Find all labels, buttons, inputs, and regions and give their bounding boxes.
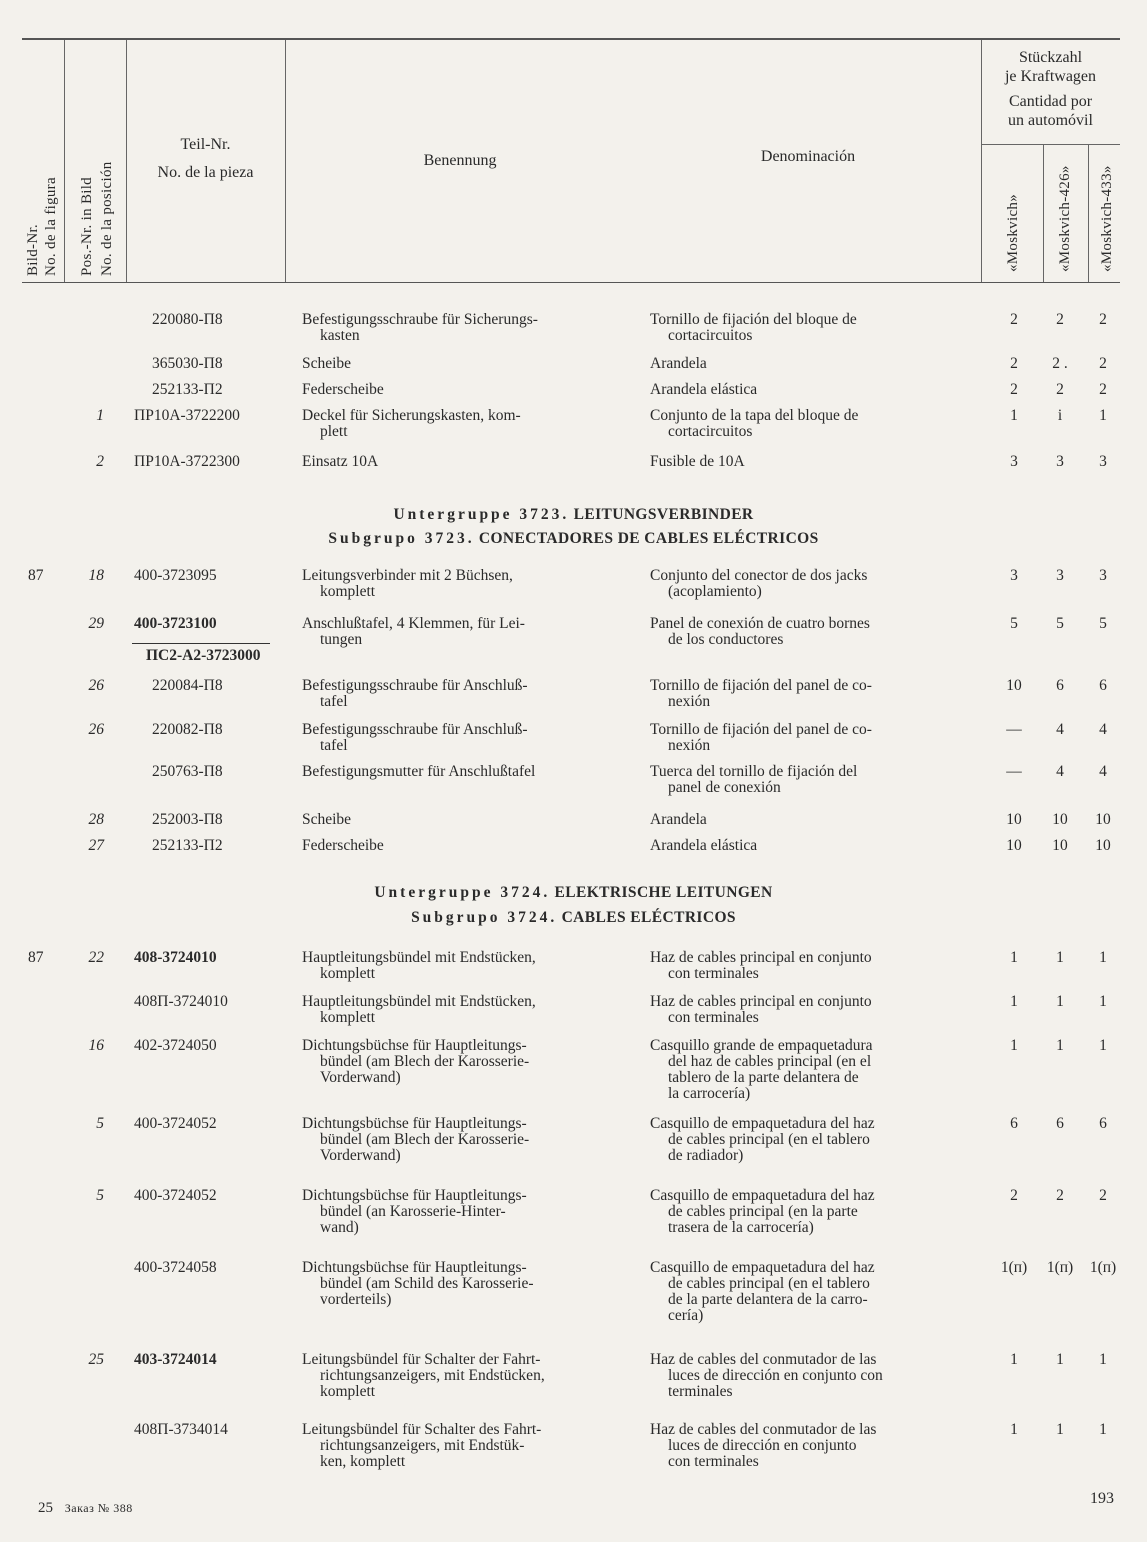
qty-433: 3 bbox=[1099, 567, 1107, 584]
denominacion: Tornillo de fijación del panel de co- nexión bbox=[650, 677, 872, 710]
denominacion: Haz de cables del conmutador de las luces de dirección en conjunto con terminales bbox=[650, 1421, 877, 1470]
position-number: 18 bbox=[88, 567, 104, 584]
qty-426: 1 bbox=[1056, 949, 1064, 966]
qty-433: 2 bbox=[1099, 381, 1107, 398]
header-benennung: Benennung bbox=[423, 152, 497, 169]
part-number: 400-3724052 bbox=[134, 1187, 217, 1204]
qty-moskvich: 2 bbox=[1010, 311, 1018, 328]
qty-moskvich: 10 bbox=[1006, 811, 1022, 828]
part-number: 408П-3724010 bbox=[134, 993, 228, 1010]
qty-433: 3 bbox=[1099, 453, 1107, 470]
part-number: 408П-3734014 bbox=[134, 1421, 228, 1438]
position-number: 16 bbox=[88, 1037, 104, 1054]
benennung: Hauptleitungsbündel mit Endstücken, komplett bbox=[302, 949, 536, 982]
position-number: 26 bbox=[88, 721, 104, 738]
denominacion: Tuerca del tornillo de fijación del panel de conexión bbox=[650, 763, 858, 796]
part-number-alt: ПС2-А2-3723000 bbox=[146, 647, 261, 664]
benennung: Befestigungsmutter für Anschlußtafel bbox=[302, 763, 536, 780]
qty-moskvich: — bbox=[1006, 721, 1022, 738]
benennung: Hauptleitungsbündel mit Endstücken, komplett bbox=[302, 993, 536, 1026]
benennung: Befestigungsschraube für Anschluß- tafel bbox=[302, 721, 528, 754]
denominacion: Panel de conexión de cuatro bornes de los conductores bbox=[650, 615, 870, 648]
qty-433: 1(п) bbox=[1089, 1259, 1117, 1276]
header-bild-es: No. de la figura bbox=[43, 177, 59, 276]
denominacion: Arandela bbox=[650, 811, 707, 828]
position-number: 1 bbox=[96, 407, 104, 424]
qty-433: 4 bbox=[1099, 763, 1107, 780]
qty-426: 1(п) bbox=[1046, 1259, 1074, 1276]
qty-moskvich: 10 bbox=[1006, 837, 1022, 854]
qty-moskvich: 1 bbox=[1010, 1351, 1018, 1368]
figure-number: 87 bbox=[28, 567, 44, 584]
position-number: 5 bbox=[96, 1115, 104, 1132]
part-number: 220084-П8 bbox=[152, 677, 223, 694]
header-teil-nr: Teil-Nr. bbox=[180, 136, 231, 153]
part-number: 408-3724010 bbox=[134, 949, 217, 966]
qty-426: 2 bbox=[1056, 1187, 1064, 1204]
part-number: 400-3724058 bbox=[134, 1259, 217, 1276]
qty-426: 6 bbox=[1056, 1115, 1064, 1132]
qty-426: 10 bbox=[1052, 837, 1068, 854]
qty-433: 2 bbox=[1099, 311, 1107, 328]
header-model-426: «Moskvich-426» bbox=[1057, 165, 1073, 272]
table-header bbox=[22, 38, 1120, 283]
qty-moskvich: 3 bbox=[1010, 567, 1018, 584]
benennung: Scheibe bbox=[302, 355, 352, 372]
position-number: 29 bbox=[88, 615, 104, 632]
header-cantidad: Cantidad por bbox=[1008, 93, 1093, 110]
part-number: 400-3723100 bbox=[134, 615, 217, 632]
col-divider bbox=[1043, 144, 1044, 282]
position-number: 5 bbox=[96, 1187, 104, 1204]
qty-433: 1 bbox=[1099, 993, 1107, 1010]
part-number: 403-3724014 bbox=[134, 1351, 217, 1368]
footer-signature: 25 Заказ № 388 bbox=[38, 1500, 133, 1516]
part-number: 252003-П8 bbox=[152, 811, 223, 828]
denominacion: Casquillo de empaquetadura del haz de cables principal (en el tablero de la parte delantera de la carro- cería) bbox=[650, 1259, 875, 1324]
qty-moskvich: 1 bbox=[1010, 407, 1018, 424]
qty-moskvich: 1 bbox=[1010, 1421, 1018, 1438]
section-heading-de: Untergruppe 3723. LEITUNGSVERBINDER bbox=[393, 506, 754, 523]
qty-426: 4 bbox=[1056, 763, 1064, 780]
qty-426: 1 bbox=[1056, 1037, 1064, 1054]
footer-order: Заказ № 388 bbox=[64, 1501, 133, 1515]
header-teil-es: No. de la pieza bbox=[157, 164, 254, 181]
qty-433: 2 bbox=[1099, 355, 1107, 372]
benennung: Deckel für Sicherungskasten, kom- plett bbox=[302, 407, 521, 440]
qty-433: 2 bbox=[1099, 1187, 1107, 1204]
section-heading-de: Untergruppe 3724. ELEKTRISCHE LEITUNGEN bbox=[374, 884, 773, 901]
section-heading-es: Subgrupo 3723. CONECTADORES DE CABLES ELÉCTRICOS bbox=[328, 530, 819, 547]
benennung: Leitungsbündel für Schalter des Fahrt- richtungsanzeigers, mit Endstük- ken, komplett bbox=[302, 1421, 542, 1470]
qty-433: 6 bbox=[1099, 677, 1107, 694]
col-divider bbox=[1088, 144, 1089, 282]
qty-433: 1 bbox=[1099, 407, 1107, 424]
part-underline bbox=[132, 643, 270, 644]
header-model-433: «Moskvich-433» bbox=[1099, 165, 1115, 272]
qty-moskvich: 10 bbox=[1006, 677, 1022, 694]
position-number: 22 bbox=[88, 949, 104, 966]
denominacion: Casquillo de empaquetadura del haz de cables principal (en el tablero de radiador) bbox=[650, 1115, 875, 1164]
qty-moskvich: 2 bbox=[1010, 1187, 1018, 1204]
qty-426: 10 bbox=[1052, 811, 1068, 828]
position-number: 25 bbox=[88, 1351, 104, 1368]
qty-426: 3 bbox=[1056, 453, 1064, 470]
denominacion: Haz de cables principal en conjunto con terminales bbox=[650, 993, 872, 1026]
benennung: Scheibe bbox=[302, 811, 352, 828]
qty-433: 6 bbox=[1099, 1115, 1107, 1132]
part-number: 365030-П8 bbox=[152, 355, 223, 372]
qty-433: 1 bbox=[1099, 1037, 1107, 1054]
qty-moskvich: 2 bbox=[1010, 355, 1018, 372]
part-number: ПР10А-3722300 bbox=[134, 453, 240, 470]
denominacion: Arandela bbox=[650, 355, 707, 372]
qty-moskvich: 1 bbox=[1010, 1037, 1018, 1054]
benennung: Dichtungsbüchse für Hauptleitungs- bündel (am Blech der Karosserie- Vorderwand) bbox=[302, 1115, 530, 1164]
col-divider bbox=[64, 40, 65, 282]
denominacion: Conjunto del conector de dos jacks (acoplamiento) bbox=[650, 567, 868, 600]
benennung: Befestigungsschraube für Sicherungs- kasten bbox=[302, 311, 538, 344]
header-automovil: un automóvil bbox=[1008, 112, 1093, 129]
qty-moskvich: 5 bbox=[1010, 615, 1018, 632]
figure-number: 87 bbox=[28, 949, 44, 966]
qty-moskvich: — bbox=[1006, 763, 1022, 780]
header-model-moskvich: «Moskvich» bbox=[1005, 194, 1021, 272]
benennung: Leitungsbündel für Schalter der Fahrt- richtungsanzeigers, mit Endstücken, komplett bbox=[302, 1351, 545, 1400]
qty-moskvich: 1 bbox=[1010, 993, 1018, 1010]
denominacion: Casquillo de empaquetadura del haz de cables principal (en la parte trasera de la carrocería) bbox=[650, 1187, 875, 1236]
qty-426: 5 bbox=[1056, 615, 1064, 632]
qty-433: 10 bbox=[1095, 811, 1111, 828]
qty-433: 1 bbox=[1099, 1351, 1107, 1368]
qty-divider bbox=[981, 144, 1120, 145]
header-stueckzahl: Stückzahl bbox=[1018, 49, 1083, 66]
denominacion: Conjunto de la tapa del bloque de cortacircuitos bbox=[650, 407, 859, 440]
benennung: Leitungsverbinder mit 2 Büchsen, komplett bbox=[302, 567, 513, 600]
part-number: 402-3724050 bbox=[134, 1037, 217, 1054]
header-denominacion: Denominación bbox=[760, 148, 856, 165]
benennung: Federscheibe bbox=[302, 381, 384, 398]
header-bild-nr: Bild-Nr. bbox=[25, 224, 41, 276]
part-number: ПР10А-3722200 bbox=[134, 407, 240, 424]
benennung: Befestigungsschraube für Anschluß- tafel bbox=[302, 677, 528, 710]
part-number: 220080-П8 bbox=[152, 311, 223, 328]
qty-moskvich: 2 bbox=[1010, 381, 1018, 398]
benennung: Dichtungsbüchse für Hauptleitungs- bündel (an Karosserie-Hinter- wand) bbox=[302, 1187, 527, 1236]
denominacion: Arandela elástica bbox=[650, 381, 758, 398]
part-number: 252133-П2 bbox=[152, 381, 223, 398]
header-pos-es: No. de la posición bbox=[99, 161, 115, 276]
denominacion: Haz de cables del conmutador de las luces de dirección en conjunto con terminales bbox=[650, 1351, 883, 1400]
qty-426: 2 . bbox=[1052, 355, 1068, 372]
denominacion: Fusible de 10A bbox=[650, 453, 745, 470]
qty-433: 1 bbox=[1099, 949, 1107, 966]
qty-426: 2 bbox=[1056, 311, 1064, 328]
qty-426: 6 bbox=[1056, 677, 1064, 694]
denominacion: Arandela elástica bbox=[650, 837, 758, 854]
qty-moskvich: 1 bbox=[1010, 949, 1018, 966]
part-number: 220082-П8 bbox=[152, 721, 223, 738]
position-number: 2 bbox=[96, 453, 104, 470]
qty-426: 1 bbox=[1056, 1421, 1064, 1438]
benennung: Anschlußtafel, 4 Klemmen, für Lei- tungen bbox=[302, 615, 525, 648]
position-number: 27 bbox=[88, 837, 104, 854]
position-number: 28 bbox=[88, 811, 104, 828]
qty-433: 1 bbox=[1099, 1421, 1107, 1438]
qty-moskvich: 1(п) bbox=[1000, 1259, 1028, 1276]
denominacion: Tornillo de fijación del bloque de cortacircuitos bbox=[650, 311, 857, 344]
qty-433: 5 bbox=[1099, 615, 1107, 632]
qty-moskvich: 3 bbox=[1010, 453, 1018, 470]
qty-426: 4 bbox=[1056, 721, 1064, 738]
page-number: 193 bbox=[1090, 1490, 1114, 1507]
denominacion: Tornillo de fijación del panel de co- nexión bbox=[650, 721, 872, 754]
benennung: Einsatz 10А bbox=[302, 453, 379, 470]
header-pos-nr: Pos.-Nr. in Bild bbox=[79, 177, 95, 276]
qty-426: i bbox=[1057, 407, 1063, 424]
part-number: 250763-П8 bbox=[152, 763, 223, 780]
qty-426: 1 bbox=[1056, 993, 1064, 1010]
benennung: Dichtungsbüchse für Hauptleitungs- bündel (am Blech der Karosserie- Vorderwand) bbox=[302, 1037, 530, 1086]
qty-moskvich: 6 bbox=[1010, 1115, 1018, 1132]
denominacion: Casquillo grande de empaquetadura del haz de cables principal (en el tablero de la parte delantera de la carrocería) bbox=[650, 1037, 873, 1102]
denominacion: Haz de cables principal en conjunto con terminales bbox=[650, 949, 872, 982]
part-number: 252133-П2 bbox=[152, 837, 223, 854]
qty-433: 4 bbox=[1099, 721, 1107, 738]
part-number: 400-3723095 bbox=[134, 567, 217, 584]
qty-426: 3 bbox=[1056, 567, 1064, 584]
position-number: 26 bbox=[88, 677, 104, 694]
qty-426: 2 bbox=[1056, 381, 1064, 398]
section-heading-es: Subgrupo 3724. CABLES ELÉCTRICOS bbox=[411, 909, 736, 926]
benennung: Federscheibe bbox=[302, 837, 384, 854]
qty-433: 10 bbox=[1095, 837, 1111, 854]
qty-426: 1 bbox=[1056, 1351, 1064, 1368]
part-number: 400-3724052 bbox=[134, 1115, 217, 1132]
header-kraftwagen: je Kraftwagen bbox=[1004, 68, 1097, 85]
benennung: Dichtungsbüchse für Hauptleitungs- bündel (am Schild des Karosserie- vorderteils) bbox=[302, 1259, 534, 1308]
